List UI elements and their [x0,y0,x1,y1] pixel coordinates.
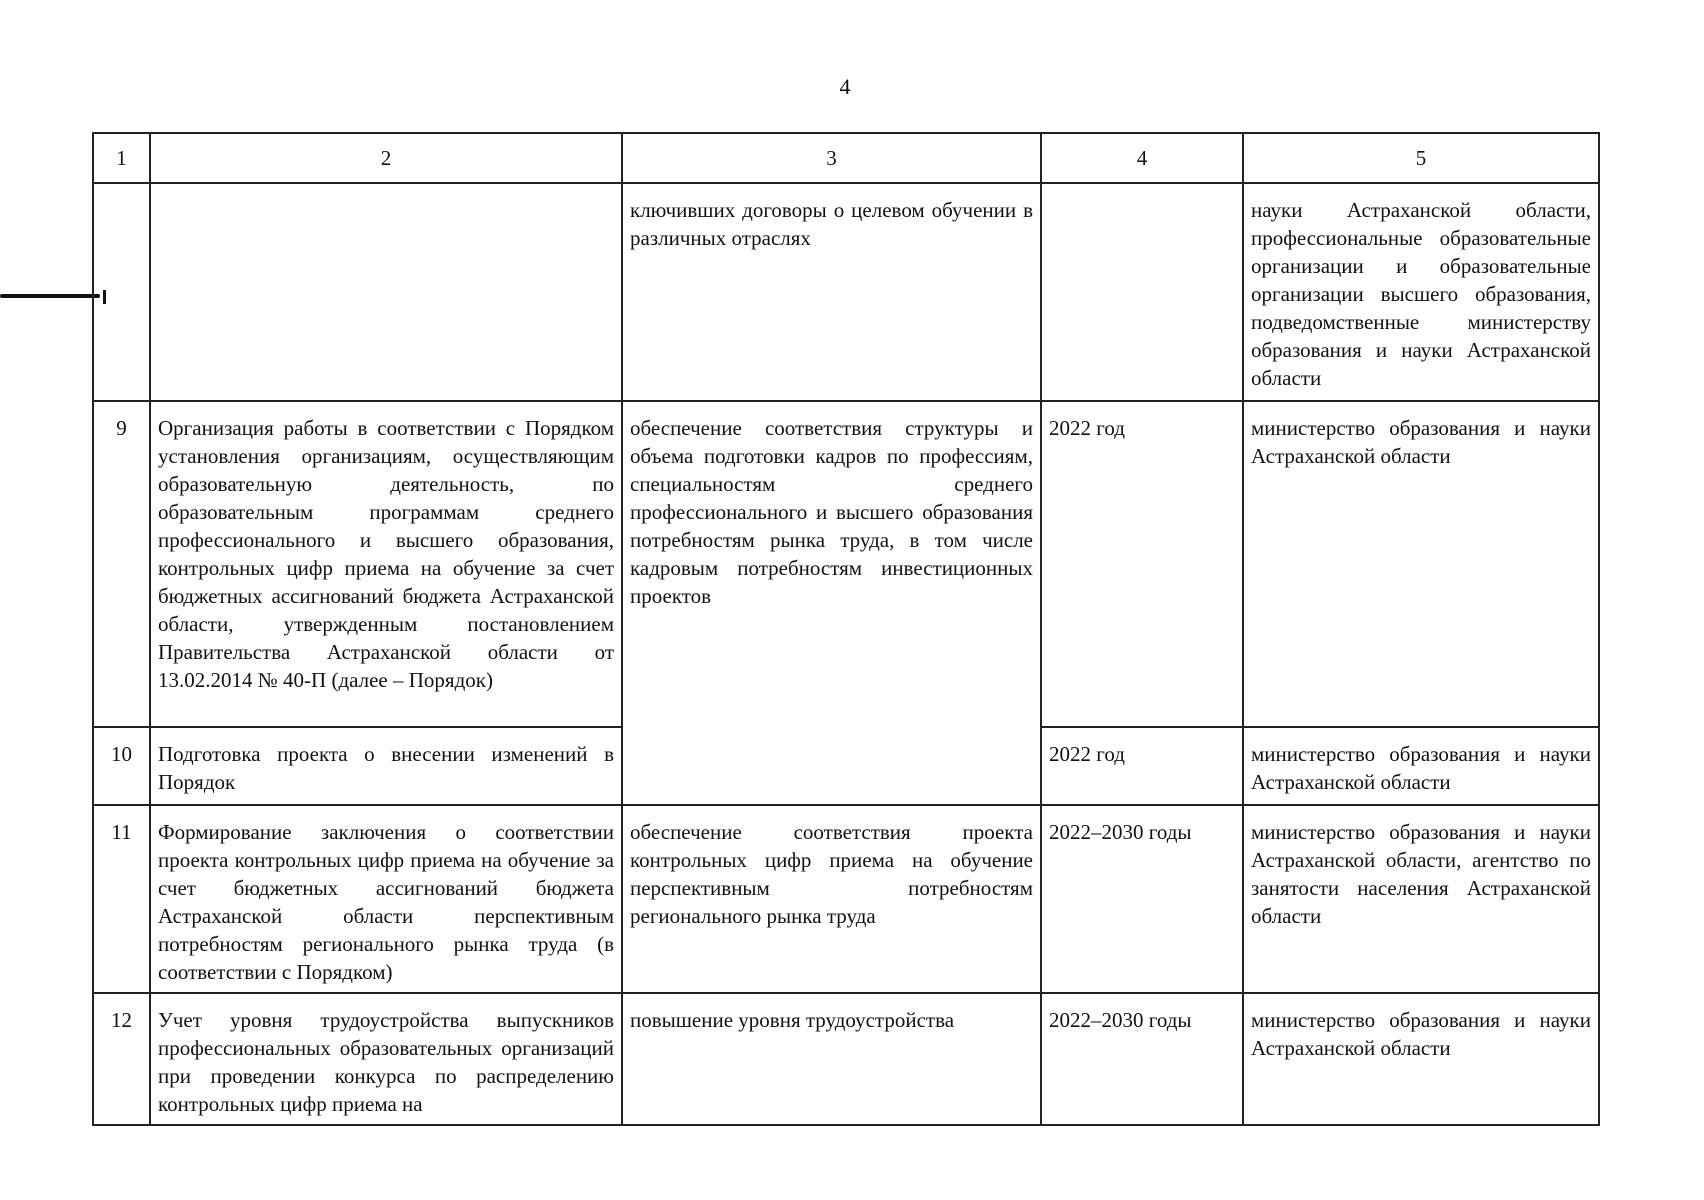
responsible-cell: министерство образования и науки Астраханской области [1243,727,1599,805]
row-number: 11 [93,805,150,993]
header-row [93,133,1599,183]
table-row [93,183,1599,401]
result-cell: обеспечение соответствия структуры и объема подготовки кадров по профессиям, специальностям среднего профессионального и высшего образования потребностям рынка труда, в том числе кадровым потребностям инвестиционных проектов [622,401,1041,805]
margin-mark [0,294,100,298]
activity-cell [150,183,622,401]
table-row [93,401,1599,727]
responsible-cell: министерство образования и науки Астраханской области [1243,401,1599,727]
row-number: 10 [93,727,150,805]
result-cell: ключивших договоры о целевом обучении в различных отраслях [622,183,1041,401]
table-row [93,993,1599,1125]
table-row [93,805,1599,993]
period-cell [1041,183,1243,401]
header-col-2: 2 [150,133,622,183]
responsible-cell: министерство образования и науки Астраханской области [1243,993,1599,1125]
responsible-cell: науки Астраханской области, профессиональные образовательные организации и образовательные организации высшего образования, подведомственные министерству образования и науки Астраханской области [1243,183,1599,401]
period-cell: 2022 год [1041,401,1243,727]
result-cell: повышение уровня трудоустройства [622,993,1041,1125]
header-col-4: 4 [1041,133,1243,183]
period-cell: 2022 год [1041,727,1243,805]
row-number: 12 [93,993,150,1125]
row-number [93,183,150,401]
result-cell: обеспечение соответствия проекта контрольных цифр приема на обучение перспективным потребностям регионального рынка труда [622,805,1041,993]
header-col-1: 1 [93,133,150,183]
row-number: 9 [93,401,150,727]
responsible-cell: министерство образования и науки Астраханской области, агентство по занятости населения Астраханской области [1243,805,1599,993]
period-cell: 2022–2030 годы [1041,805,1243,993]
header-col-3: 3 [622,133,1041,183]
period-cell: 2022–2030 годы [1041,993,1243,1125]
activity-cell: Организация работы в соответствии с Порядком установления организациям, осуществляющим образовательную деятельность, по образовательным программам среднего профессионального и высшего образования, контрольных цифр приема на обучение за счет бюджетных ассигнований бюджета Астраханской области, утвержденным постановлением Правительства Астраханской области от 13.02.2014 № 40-П (далее – Порядок) [150,401,622,727]
header-col-5: 5 [1243,133,1599,183]
page-number: 4 [839,74,851,99]
activity-cell: Учет уровня трудоустройства выпускников профессиональных образовательных организаций при проведении конкурса по распределению контрольных цифр приема на [150,993,622,1125]
activity-cell: Формирование заключения о соответствии проекта контрольных цифр приема на обучение за счет бюджетных ассигнований бюджета Астраханской области перспективным потребностям регионального рынка труда (в соответствии с Порядком) [150,805,622,993]
plan-table [92,132,1600,1126]
activity-cell: Подготовка проекта о внесении изменений в Порядок [150,727,622,805]
